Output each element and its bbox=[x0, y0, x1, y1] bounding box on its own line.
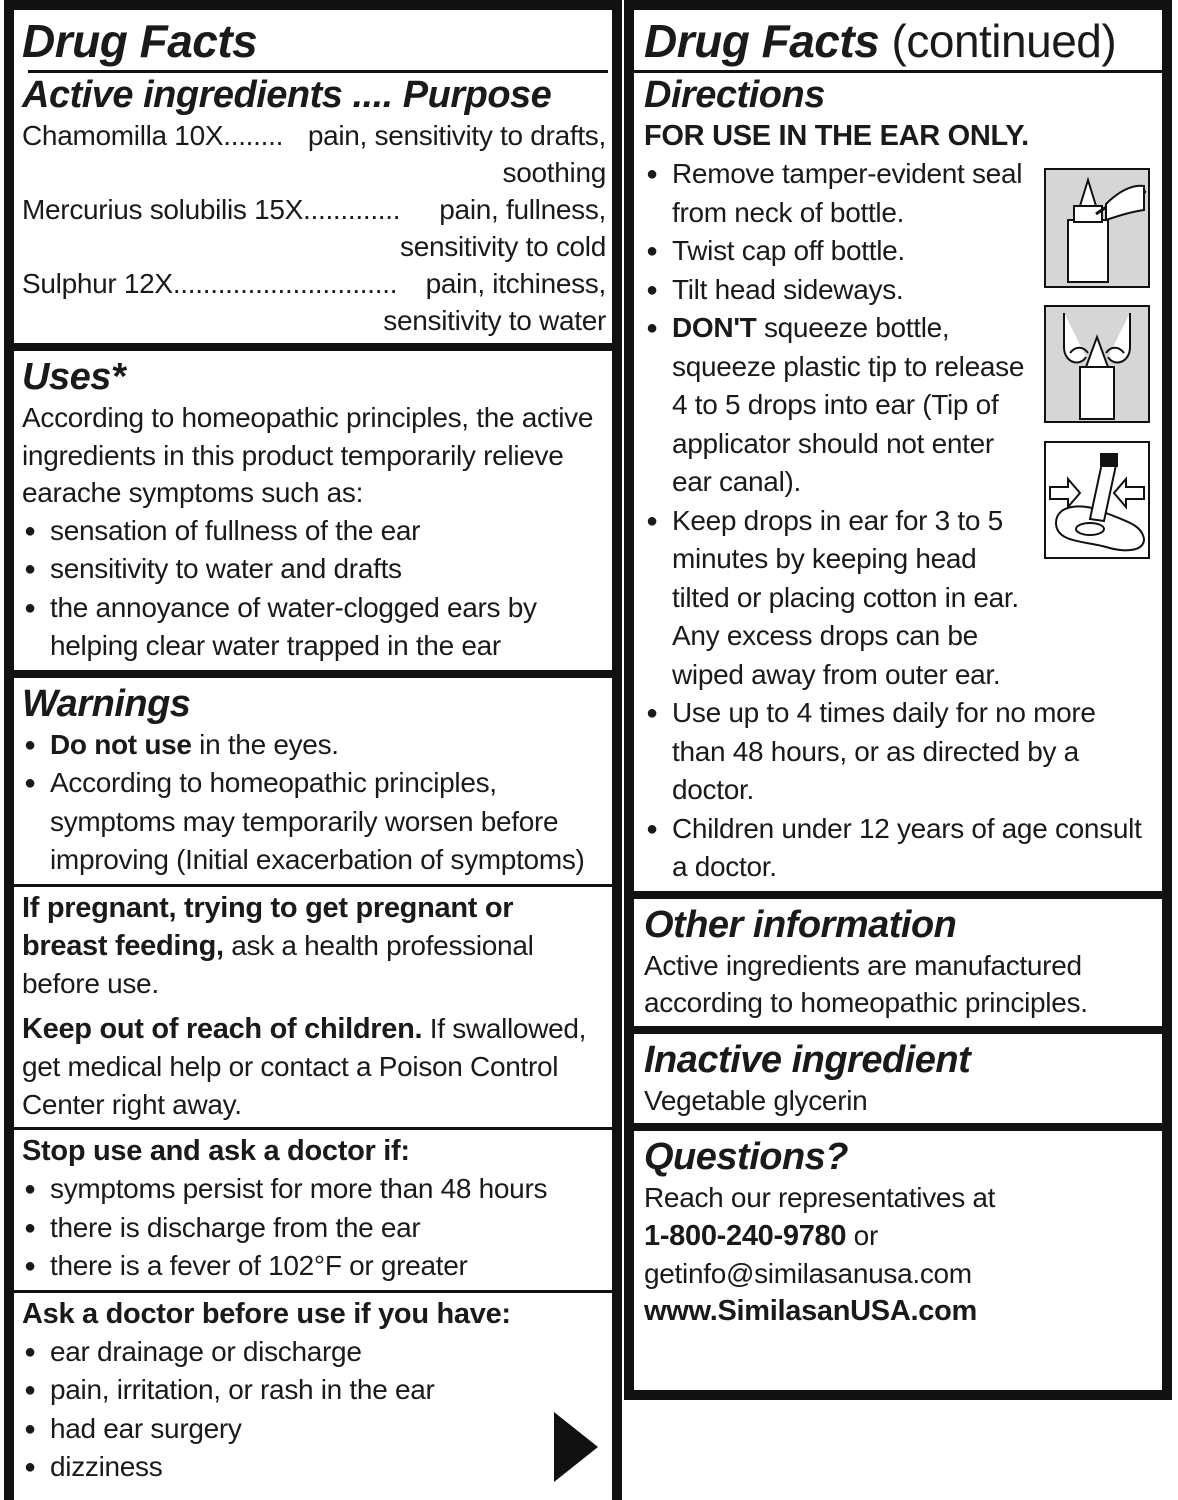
remove-seal-illustration bbox=[1044, 168, 1150, 288]
divider bbox=[14, 1127, 612, 1130]
list-item: ● Tilt head sideways. bbox=[644, 271, 1154, 310]
divider bbox=[634, 1026, 1162, 1034]
stop-use-title: Stop use and ask a doctor if: bbox=[22, 1135, 410, 1167]
active-ingredients-section bbox=[14, 73, 612, 339]
phone-line bbox=[644, 1217, 1154, 1255]
warnings-list bbox=[22, 726, 606, 880]
list-item: ● Remove tamper-evident seal from neck of bottle. bbox=[644, 155, 1154, 232]
leader-dots: .............................. bbox=[172, 268, 398, 299]
divider bbox=[14, 343, 612, 351]
dont-label: DON'T bbox=[672, 312, 757, 343]
divider bbox=[14, 884, 612, 887]
keep-out-label: Keep out of reach of children. bbox=[22, 1013, 423, 1045]
divider bbox=[634, 891, 1162, 899]
other-info-section bbox=[634, 903, 1162, 1022]
continue-arrow-icon bbox=[554, 1412, 598, 1482]
squeeze-tip-icon bbox=[1046, 307, 1148, 421]
ingredient-row bbox=[22, 191, 606, 265]
other-info-title: Other information bbox=[644, 903, 957, 946]
uses-section bbox=[14, 355, 612, 666]
ingredient-row bbox=[22, 265, 606, 339]
pregnant-label: If pregnant, trying to get pregnant or breast feeding, bbox=[22, 891, 514, 962]
stop-use-list bbox=[22, 1170, 606, 1286]
leader-dots: ........ bbox=[223, 120, 284, 151]
questions-intro: Reach our representatives at bbox=[644, 1182, 996, 1213]
list-item: ● there is discharge from the ear bbox=[22, 1209, 606, 1248]
directions-section bbox=[634, 73, 1162, 887]
keep-out-rest: If swallowed, get medical help or contact a Poison Control Center right away. bbox=[22, 1013, 587, 1120]
list-item: ● Keep drops in ear for 3 to 5 minutes by keeping head tilted or placing cotton in ear. Any excess drops can be wiped away from outer ear. bbox=[644, 502, 1154, 695]
ingredient-purpose-cont: soothing bbox=[502, 157, 606, 188]
right-panel bbox=[624, 0, 1172, 1400]
phone-number: 1-800-240-9780 bbox=[644, 1219, 847, 1252]
divider bbox=[634, 1123, 1162, 1131]
warnings-title: Warnings bbox=[22, 682, 191, 725]
questions-title: Questions? bbox=[644, 1136, 849, 1178]
right-header bbox=[634, 14, 1162, 68]
list-item: ● sensitivity to water and drafts bbox=[22, 550, 606, 589]
inactive-section bbox=[634, 1038, 1162, 1120]
questions-section bbox=[634, 1135, 1162, 1330]
ingredient-row bbox=[22, 117, 606, 191]
list-item: ● dizziness bbox=[22, 1448, 606, 1487]
drug-facts-title: Drug Facts bbox=[22, 15, 258, 67]
leader-dots: ............. bbox=[303, 194, 401, 225]
active-ingredients-header: Active ingredients .... Purpose bbox=[22, 74, 552, 116]
list-item: ● sensation of fullness of the ear bbox=[22, 512, 606, 551]
list-item: ● ear drainage or discharge bbox=[22, 1333, 606, 1372]
bottle-seal-icon bbox=[1046, 170, 1148, 286]
ear-drops-illustration bbox=[1044, 441, 1150, 559]
directions-title: Directions bbox=[644, 74, 825, 116]
inactive-text: Vegetable glycerin bbox=[644, 1084, 868, 1116]
drug-facts-continued-title bbox=[644, 14, 1154, 68]
uses-intro: According to homeopathic principles, the active ingredients in this product temporarily relieve earache symptoms such as: bbox=[22, 402, 594, 508]
ear-only-label: FOR USE IN THE EAR ONLY. bbox=[644, 120, 1029, 152]
dont-text: squeeze bottle, squeeze plastic tip to release 4 to 5 drops into ear (Tip of applicator should not enter ear canal). bbox=[672, 312, 1025, 497]
list-item: ● Children under 12 years of age consult a doctor. bbox=[644, 810, 1154, 887]
ear-drops-icon bbox=[1046, 443, 1148, 557]
website-text: www.SimilasanUSA.com bbox=[644, 1295, 977, 1327]
uses-list bbox=[22, 512, 606, 666]
divider bbox=[14, 670, 612, 678]
pregnant-rest: ask a health professional before use. bbox=[22, 929, 534, 999]
warnings-section bbox=[14, 682, 612, 880]
ingredient-purpose: pain, fullness, bbox=[439, 194, 606, 225]
list-item: ● there is a fever of 102°F or greater bbox=[22, 1247, 606, 1286]
ask-doctor-list bbox=[22, 1333, 606, 1487]
stop-use-section bbox=[14, 1132, 612, 1286]
pregnant-text bbox=[22, 889, 606, 1003]
pregnant-section bbox=[14, 889, 612, 1124]
inactive-title: Inactive ingredient bbox=[644, 1038, 971, 1081]
list-item: ● Twist cap off bottle. bbox=[644, 232, 1154, 271]
left-header bbox=[14, 14, 612, 68]
ingredient-name: Sulphur 12X bbox=[22, 268, 173, 299]
squeeze-tip-illustration bbox=[1044, 305, 1150, 423]
divider bbox=[14, 1290, 612, 1293]
list-item: ● had ear surgery bbox=[22, 1410, 606, 1449]
do-not-use-text: in the eyes. bbox=[191, 728, 339, 760]
list-item: ● the annoyance of water-clogged ears by helping clear water trapped in the ear bbox=[22, 589, 606, 666]
or-text: or bbox=[846, 1219, 878, 1251]
do-not-use-label: Do not use bbox=[50, 728, 192, 760]
ingredient-name: Mercurius solubilis 15X bbox=[22, 194, 303, 225]
list-item: ● symptoms persist for more than 48 hours bbox=[22, 1170, 606, 1209]
list-item bbox=[22, 726, 606, 765]
keep-out-text bbox=[22, 1010, 606, 1123]
email-text: getinfo@similasanusa.com bbox=[644, 1257, 972, 1289]
other-info-text: Active ingredients are manufactured according to homeopathic principles. bbox=[644, 949, 1088, 1018]
drug-facts-title: Drug Facts bbox=[644, 15, 880, 67]
uses-title: Uses* bbox=[22, 356, 126, 398]
list-item: ● Use up to 4 times daily for no more than 48 hours, or as directed by a doctor. bbox=[644, 694, 1154, 810]
ingredient-purpose: pain, itchiness, bbox=[425, 268, 606, 299]
ask-doctor-section bbox=[14, 1295, 612, 1487]
ingredient-name: Chamomilla 10X bbox=[22, 120, 224, 151]
list-item: ● According to homeopathic principles, symptoms may temporarily worsen before improving (Initial exacerbation of symptoms) bbox=[22, 764, 606, 880]
list-item: ● pain, irritation, or rash in the ear bbox=[22, 1371, 606, 1410]
ingredient-purpose-cont: sensitivity to cold bbox=[400, 231, 606, 262]
ask-doctor-title: Ask a doctor before use if you have: bbox=[22, 1297, 511, 1330]
left-panel bbox=[4, 0, 622, 1500]
continued-label: (continued) bbox=[879, 15, 1117, 67]
ingredient-purpose: pain, sensitivity to drafts, bbox=[307, 120, 606, 151]
ingredient-purpose-cont: sensitivity to water bbox=[383, 305, 606, 336]
